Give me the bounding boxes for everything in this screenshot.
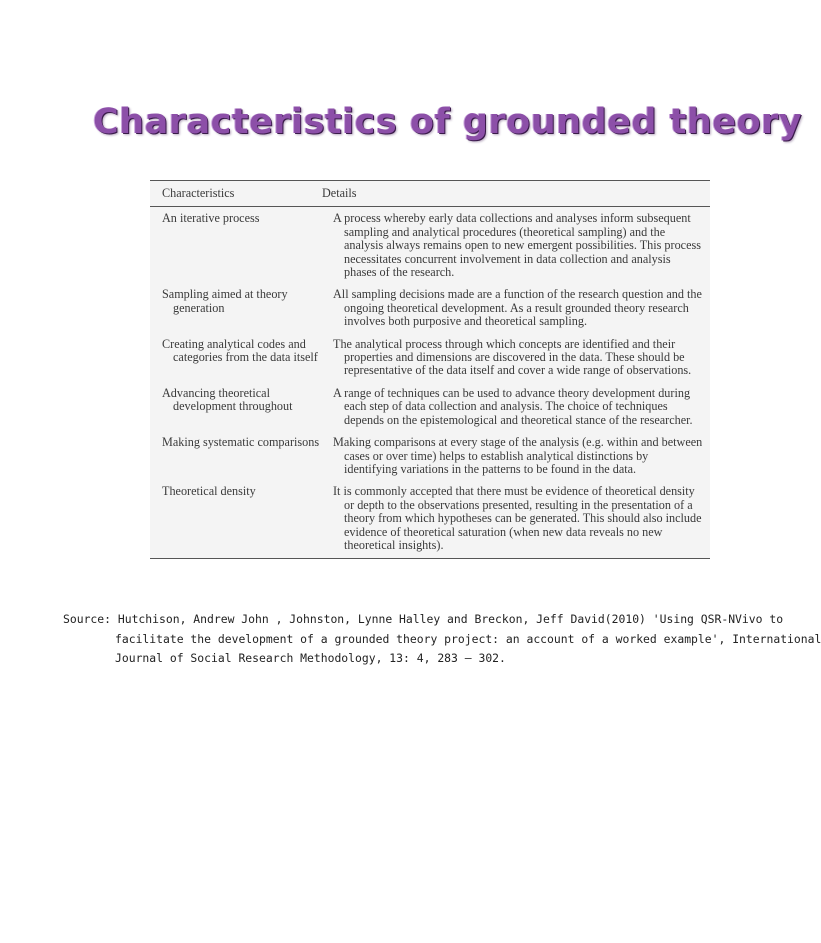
row-characteristic: Sampling aimed at theory generation [162,287,288,315]
table-row [150,436,710,476]
row-details: It is commonly accepted that there must be evidence of theoretical density or depth to the observations presented, resulting in the presentation of a theory from which hypotheses can be generated. This should also include evidence of theoretical saturation (when new data reveals no new theoretical insights). [333,484,702,552]
row-details: All sampling decisions made are a function of the research question and the ongoing theoretical development. As a result grounded theory research involves both purposive and theoretical sampling. [333,287,702,329]
table-row [150,387,710,427]
source-line-1: Source: Hutchison, Andrew John , Johnston, Lynne Halley and Breckon, Jeff David(2010) 'Using QSR-NVivo to [63,612,784,626]
table-header-row [150,181,710,206]
source-line-3: Journal of Social Research Methodology, 13: 4, 283 — 302. [115,651,506,665]
source-citation [63,610,821,669]
source-line-2: facilitate the development of a grounded theory project: an account of a worked example', International [115,631,821,646]
row-details: A process whereby early data collections and analyses inform subsequent sampling and analytical procedures (theoretical sampling) and the analysis always remains open to new emergent possibilities. This process necessitates concurrent involvement in data collection and analysis phases of the research. [333,211,701,280]
row-details: Making comparisons at every stage of the analysis (e.g. within and between cases or over time) helps to establish analytical distinctions by identifying variations in the patterns to be found in the data. [333,435,703,476]
slide-title: Characteristics of grounded theory [93,102,803,142]
row-details: The analytical process through which concepts are identified and their properties and dimensions are discovered in the data. These should be representative of the data itself and cover a wide range of observations. [333,336,692,378]
row-characteristic: An iterative process [162,211,260,226]
row-characteristic: Making systematic comparisons [162,435,320,450]
table-row [150,485,710,552]
row-characteristic: Theoretical density [162,484,256,499]
table-bottom-rule [150,558,710,559]
header-characteristics: Characteristics [162,186,235,200]
table-row [150,212,710,279]
characteristics-table [150,180,710,559]
row-characteristic: Creating analytical codes and categories from the data itself [162,336,318,365]
table-row [150,288,710,328]
row-characteristic: Advancing theoretical development throughout [162,385,293,414]
row-details: A range of techniques can be used to advance theory development during each step of data collection and analysis. The choice of techniques depends on the epistemological and theoretical stance of the researcher. [333,385,693,427]
table-row [150,338,710,378]
header-details: Details [322,186,357,200]
